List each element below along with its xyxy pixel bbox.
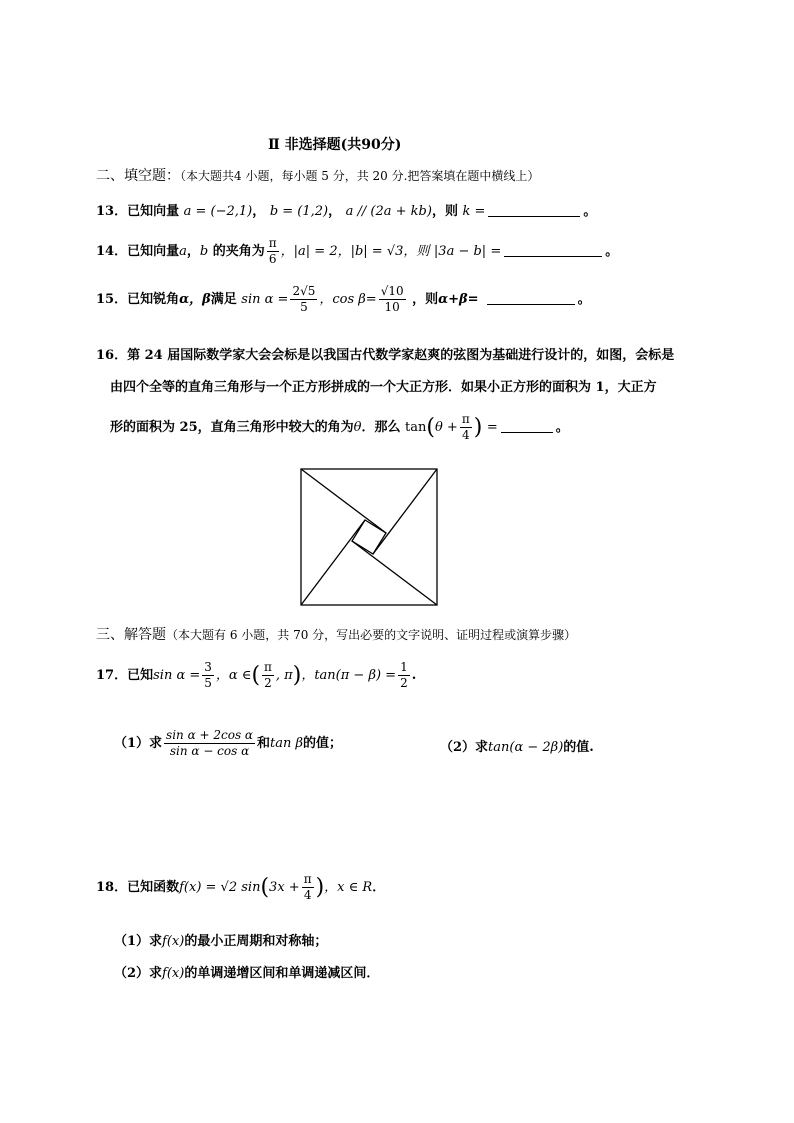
question-16-line-3 <box>110 412 569 443</box>
q15-frac2-den: 10 <box>384 300 400 314</box>
section3-note: （本大题有 6 小题，共 70 分，写出必要的文字说明、证明过程或演算步骤） <box>166 628 577 642</box>
q17-fraction-2 <box>262 660 274 691</box>
q13-sep1: ， <box>252 204 266 219</box>
q17-p1-text: 和 <box>257 736 271 751</box>
q17-p1-fraction <box>164 728 255 759</box>
q17-part-1 <box>114 728 342 759</box>
q18-expr1: f(x) = √2 sin <box>179 880 261 895</box>
q16-line3b: ．那么 <box>361 420 401 435</box>
q14-frac-den: 6 <box>268 252 277 266</box>
q18-paren-right-icon: ) <box>315 875 325 900</box>
q17-frac2-den: 2 <box>264 676 272 690</box>
question-18 <box>96 872 385 903</box>
q13-sep2: ， <box>328 204 342 219</box>
q13-answer-blank[interactable] <box>488 202 580 217</box>
q15-text-a: 已知锐角 <box>127 292 180 307</box>
q16-frac-num: π <box>461 412 470 426</box>
q14-end: 。 <box>605 244 619 259</box>
q14-text-a: 已知向量 <box>127 244 180 259</box>
q17-frac1-den: 5 <box>204 676 212 690</box>
q17-fraction-1 <box>202 660 214 691</box>
q16-eq: = <box>486 420 498 435</box>
q16-line3a: 形的面积为 25，直角三角形中较大的角为 <box>110 420 354 435</box>
q17-p1-expr: tan β <box>270 736 304 751</box>
q13-expr2: b = (1,2) <box>269 204 329 219</box>
q17-frac3-den: 2 <box>400 676 408 690</box>
q15-expr4: α+β= <box>438 292 479 307</box>
q16-fraction <box>460 412 472 443</box>
q13-expr1: a = (−2,1) <box>183 204 253 219</box>
question-15 <box>96 284 591 315</box>
q17-text-a: 已知 <box>127 668 154 683</box>
q16-theta: θ <box>353 420 362 435</box>
q15-expr2: sin α = <box>241 292 289 307</box>
q15-answer-blank[interactable] <box>487 290 575 305</box>
q18-part-1 <box>114 930 327 949</box>
q15-frac1-num: 2√5 <box>292 284 316 298</box>
section3-heading: 三、解答题 <box>96 627 166 643</box>
q18-p2-label: （2）求 <box>114 966 163 981</box>
section3-header <box>96 624 576 644</box>
q17-frac2-num: π <box>264 660 272 674</box>
q18-p1-text: 的最小正周期和对称轴； <box>184 934 328 949</box>
q13-expr3: a // (2a + kb) <box>345 204 432 219</box>
q17-frac3-num: 1 <box>400 660 408 674</box>
q17-expr3: , π <box>275 668 293 683</box>
q17-paren-left-icon: ( <box>251 663 261 688</box>
q17-p1-num: sin α + 2cos α <box>166 728 254 742</box>
q15-frac2-num: √10 <box>380 284 404 298</box>
q17-number: 17． <box>96 668 128 683</box>
q18-paren-left-icon: ( <box>260 875 270 900</box>
q13-number: 13． <box>96 204 128 219</box>
q18-fraction <box>302 872 314 903</box>
zhao-shuang-diagram <box>300 468 438 606</box>
q15-frac1-den: 5 <box>300 300 308 314</box>
q17-end: . <box>411 668 417 683</box>
q15-expr1: α，β <box>179 292 211 307</box>
q18-text-a: 已知函数 <box>127 880 180 895</box>
q18-end: ． <box>372 880 386 895</box>
q14-fraction <box>267 236 279 267</box>
q16-inner: θ + <box>434 420 458 435</box>
question-16-line-1 <box>96 344 674 363</box>
q17-p2-expr: tan(α − 2β) <box>488 740 564 755</box>
q14-v1: a <box>179 244 187 259</box>
q15-text-c: ，则 <box>412 292 439 307</box>
q16-number: 16． <box>96 348 128 363</box>
q18-number: 18． <box>96 880 128 895</box>
triangle-line-4 <box>301 520 365 605</box>
q15-fraction-2 <box>379 284 406 315</box>
q18-part-2 <box>114 962 379 981</box>
q18-p1-expr: f(x) <box>162 934 185 949</box>
q18-inner: 3x + <box>269 880 300 895</box>
q14-answer-blank[interactable] <box>504 242 602 257</box>
q14-expr2: |3a − b| = <box>433 244 502 259</box>
q16-frac-den: 4 <box>461 428 470 442</box>
question-17 <box>96 660 416 691</box>
q13-text-a: 已知向量 <box>127 204 180 219</box>
q16-answer-blank[interactable] <box>501 418 553 433</box>
q17-p2-end: 的值. <box>563 740 594 755</box>
q17-expr4: ，tan(π − β) = <box>301 668 397 683</box>
q18-frac-den: 4 <box>303 888 312 902</box>
q13-expr4: k = <box>462 204 486 219</box>
q16-line2: 由四个全等的直角三角形与一个正方形拼成的一个大正方形．如果小正方形的面积为 1，大正方 <box>110 380 657 395</box>
q16-end: 。 <box>555 420 569 435</box>
q16-paren-right-icon: ) <box>473 415 483 440</box>
q16-paren-left-icon: ( <box>426 415 435 440</box>
q17-frac1-num: 3 <box>204 660 212 674</box>
outer-square <box>301 469 437 605</box>
q14-frac-num: π <box>268 236 277 250</box>
q15-end: 。 <box>577 292 591 307</box>
q13-text-b: ，则 <box>431 204 458 219</box>
q18-p2-text: 的单调递增区间和单调递减区间． <box>184 966 380 981</box>
q14-number: 14． <box>96 244 128 259</box>
q17-paren-right-icon: ) <box>292 663 302 688</box>
q14-expr1: ，|a| = 2，|b| = √3，则 <box>280 244 430 259</box>
q14-v2: b <box>199 244 209 259</box>
q15-number: 15． <box>96 292 128 307</box>
q16-line1: 第 24 届国际数学家大会会标是以我国古代数学家赵爽的弦图为基础进行设计的，如图，会标是 <box>127 348 675 363</box>
q17-part-2 <box>440 736 594 755</box>
q17-expr1: sin α = <box>153 668 201 683</box>
section2-heading: 二、填空题： <box>96 168 180 184</box>
q14-text-b: 的夹角为 <box>212 244 265 259</box>
q18-p2-expr: f(x) <box>162 966 185 981</box>
triangle-line-1 <box>301 469 386 533</box>
inner-square <box>352 520 386 554</box>
q17-p1-den: sin α − cos α <box>169 744 250 758</box>
triangle-line-2 <box>373 469 437 554</box>
section2-note: （本大题共4 小题，每小题 5 分，共 20 分.把答案填在题中横线上） <box>180 169 540 183</box>
question-14 <box>96 236 618 267</box>
q13-end: 。 <box>583 204 597 219</box>
q17-p2-label: （2）求 <box>440 740 489 755</box>
q15-text-b: 满足 <box>210 292 237 307</box>
q17-expr2: ，α ∈ <box>215 668 252 683</box>
q15-fraction-1 <box>290 284 317 315</box>
q18-frac-num: π <box>303 872 312 886</box>
q18-p1-label: （1）求 <box>114 934 163 949</box>
q16-tan: tan <box>405 420 427 435</box>
question-13 <box>96 200 596 219</box>
section2-header <box>96 165 539 185</box>
q15-expr3: ，cos β= <box>319 292 377 307</box>
q17-fraction-3 <box>398 660 410 691</box>
q17-p1-end: 的值； <box>303 736 343 751</box>
triangle-line-3 <box>352 541 437 605</box>
q18-expr2: ，x ∈ R <box>324 880 373 895</box>
q17-p1-label: （1）求 <box>114 736 163 751</box>
part-title: Ⅱ 非选择题(共90分) <box>268 137 402 153</box>
q14-sep: ， <box>186 244 200 259</box>
